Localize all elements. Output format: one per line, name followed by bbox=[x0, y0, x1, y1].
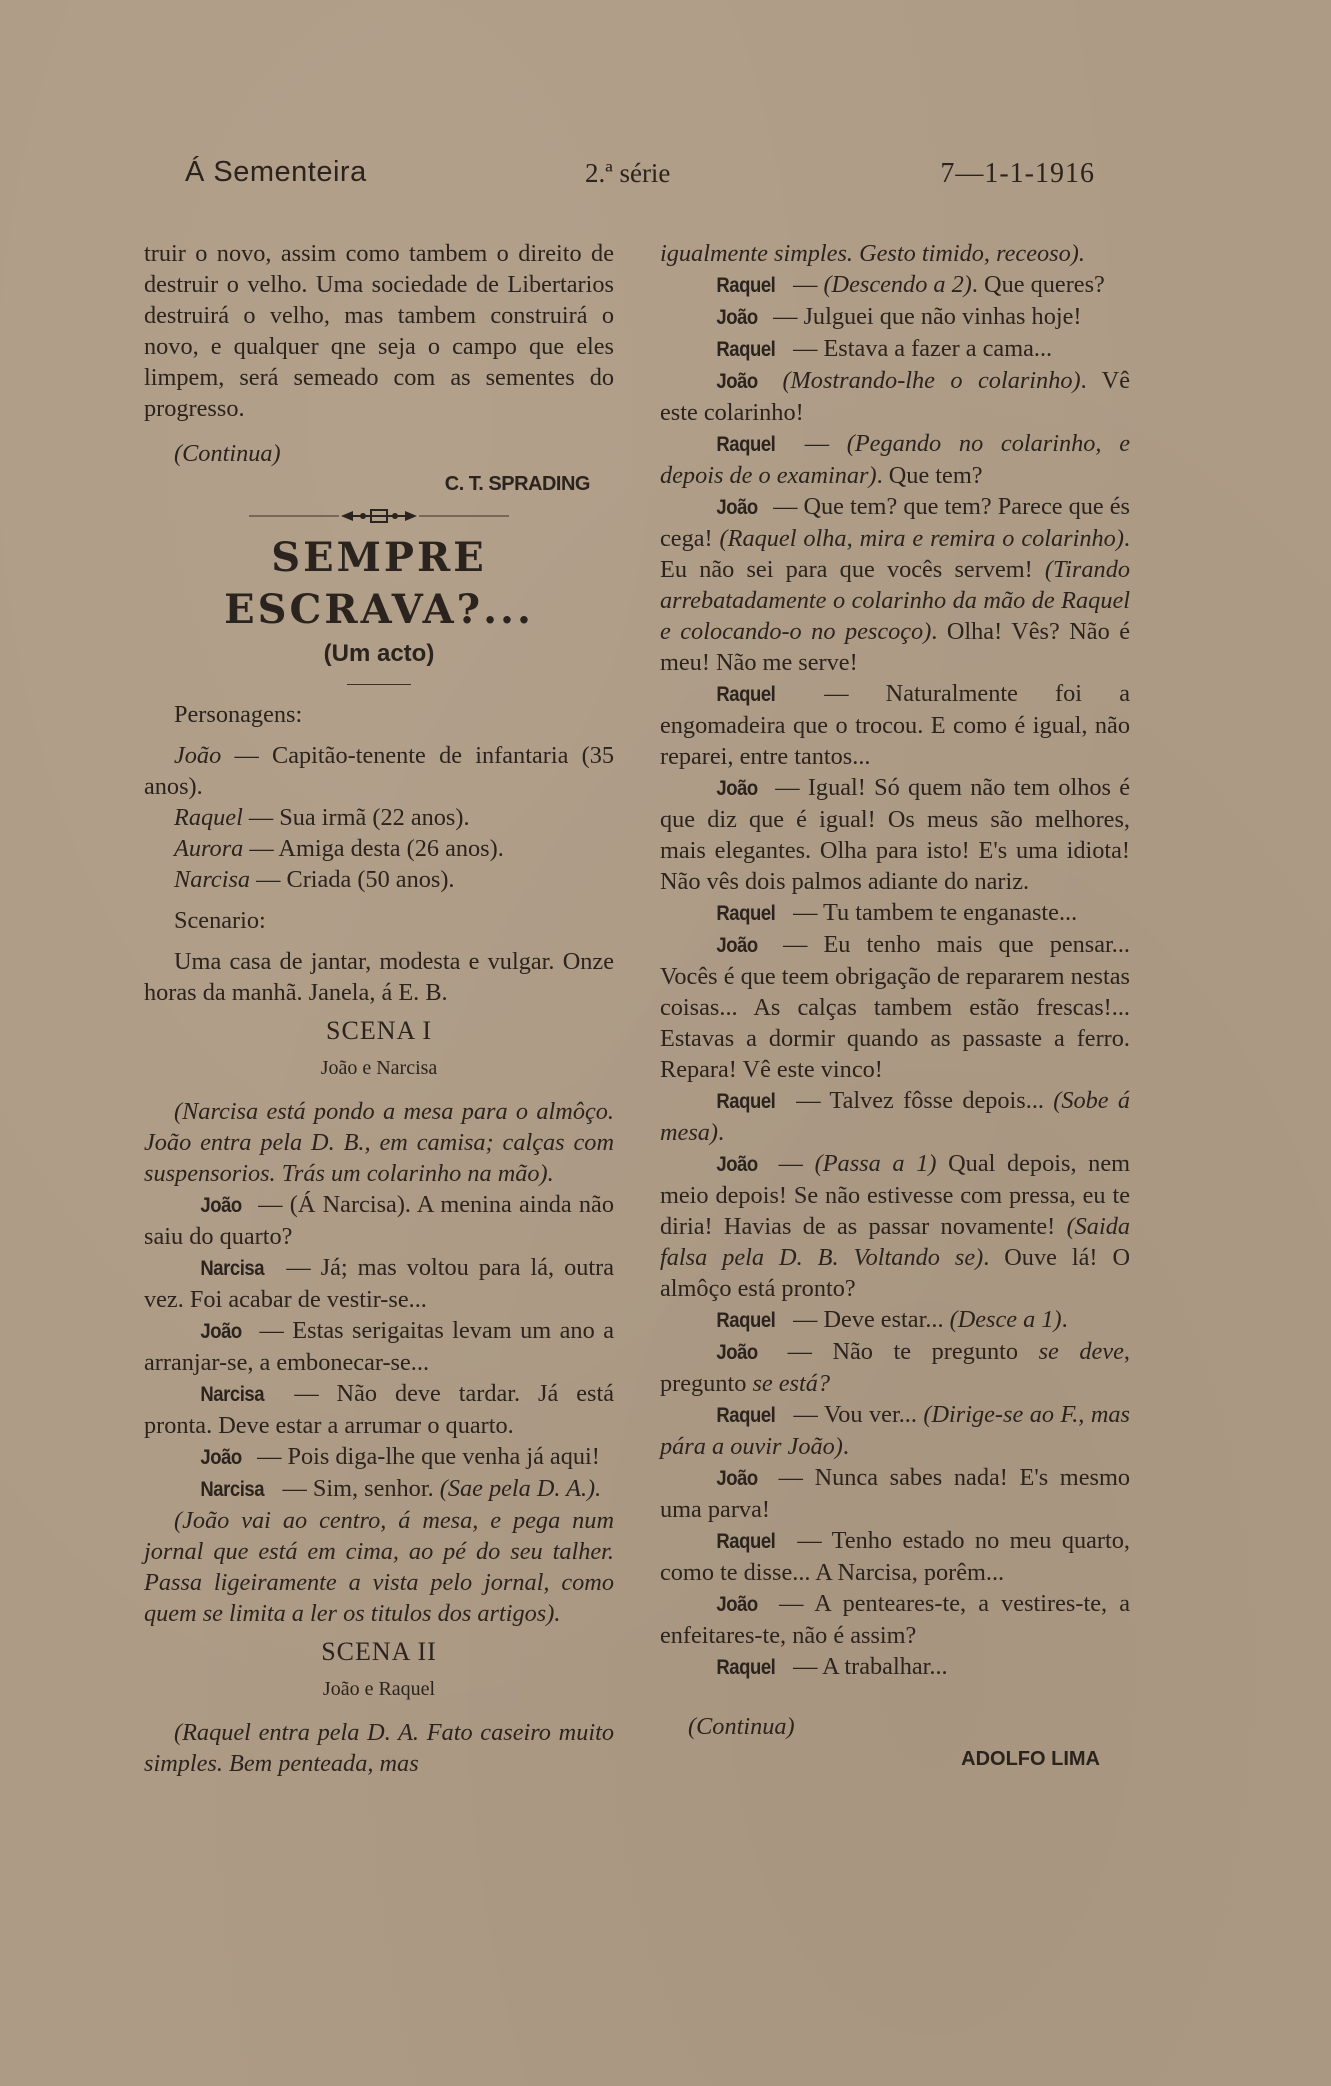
ornament-divider bbox=[144, 508, 614, 524]
dialogue-line: Raquel — (Pegando no colarinho, e depois de o examinar). Que tem? bbox=[660, 430, 1130, 489]
dialogue-line: João — Que tem? que tem? Parece que és cega! (Raquel olha, mira e remira o colarinho). Eu não sei para que vocês servem! (Tirando arrebatadamente o colarinho da mão de Raquel e colocando-o no pescoço). Olha! Vês? Não é meu! Não me serve! bbox=[660, 493, 1130, 676]
dialogue-line: João — Não te pregunto se deve, pregunto se está? bbox=[660, 1338, 1130, 1397]
scene-characters: João e Narcisa bbox=[320, 1057, 438, 1079]
stage-direction: (Narcisa está pondo a mesa para o almôço. João entra pela D. B., em camisa; calças com suspensorios. Trás um colarinho na mão). bbox=[144, 1098, 614, 1187]
dialogue-line: João — A penteares-te, a vestires-te, a enfeitares-te, não é assim? bbox=[660, 1590, 1130, 1649]
stage-direction: igualmente simples. Gesto timido, receoso). bbox=[660, 240, 1085, 267]
dialogue-line: João (Mostrando-lhe o colarinho). Vê este colarinho! bbox=[660, 367, 1131, 426]
dialogue-line: João — Eu tenho mais que pensar... Vocês é que teem obrigação de repararem nestas coisas... As calças tambem estão frescas!... Estavas a dormir quando as passaste a ferro. Repara! Vê este vinco! bbox=[660, 931, 1130, 1083]
character-entry: João — Capitão-tenente de infantaria (35 anos). bbox=[144, 742, 614, 800]
dialogue-line: Raquel — Tenho estado no meu quarto, como te disse... A Narcisa, porêm... bbox=[660, 1527, 1130, 1586]
scenario-label: Scenario: bbox=[174, 907, 266, 934]
scenario-text: Uma casa de jantar, modesta e vulgar. Onze horas da manhã. Janela, á E. B. bbox=[144, 948, 614, 1006]
character-entry: Raquel — Sua irmã (22 anos). bbox=[174, 804, 470, 831]
masthead bbox=[185, 156, 1095, 196]
scene-heading: SCENA I bbox=[326, 1016, 432, 1045]
dialogue-line: João — Pois diga-lhe que venha já aqui! bbox=[200, 1443, 600, 1470]
issue-date: 7—1-1-1916 bbox=[940, 158, 1095, 189]
dialogue-line: Raquel — A trabalhar... bbox=[716, 1653, 948, 1680]
dialogue-line: Narcisa — Não deve tardar. Já está pronta. Deve estar a arrumar o quarto. bbox=[144, 1380, 614, 1439]
scene-heading: SCENA II bbox=[321, 1637, 437, 1666]
dialogue-line: Raquel — Estava a fazer a cama... bbox=[716, 335, 1053, 362]
character-entry: Aurora — Amiga desta (26 anos). bbox=[174, 835, 504, 862]
dialogue-line: João — Estas serigaitas levam um ano a arranjar-se, a embonecar-se... bbox=[144, 1317, 614, 1376]
stage-direction: (João vai ao centro, á mesa, e pega num jornal que está em cima, ao pé do seu talher. Passa ligeiramente a vista pelo jornal, como quem se limita a ler os titulos dos artigos). bbox=[144, 1507, 614, 1627]
play-subtitle: (Um acto) bbox=[323, 640, 435, 667]
short-rule bbox=[347, 684, 411, 685]
continua-note: (Continua) bbox=[688, 1713, 795, 1740]
dialogue-line: João — (Passa a 1) Qual depois, nem meio depois! Se não estivesse com pressa, eu te diria! Havias de as passar novamente! (Saida falsa pela D. B. Voltando se). Ouve lá! O almôço está pronto? bbox=[660, 1150, 1130, 1302]
dialogue-line: Raquel — Tu tambem te enganaste... bbox=[716, 899, 1078, 926]
article-author: C. T. SPRADING bbox=[444, 473, 590, 495]
dialogue-line: Narcisa — Já; mas voltou para lá, outra vez. Foi acabar de vestir-se... bbox=[144, 1254, 614, 1313]
left-column bbox=[144, 238, 614, 1779]
personagens-label: Personagens: bbox=[174, 701, 303, 728]
series-number: 2.ª série bbox=[585, 158, 671, 188]
scene-characters: João e Raquel bbox=[322, 1678, 436, 1700]
newspaper-title: Á Sementeira bbox=[185, 156, 367, 188]
continua-note: (Continua) bbox=[174, 440, 281, 467]
stage-direction: (Raquel entra pela D. A. Fato caseiro muito simples. Bem penteada, mas bbox=[144, 1719, 614, 1777]
dialogue-line: João — Julguei que não vinhas hoje! bbox=[716, 303, 1082, 330]
dialogue-line: Raquel — Deve estar... (Desce a 1). bbox=[716, 1306, 1068, 1333]
dialogue-line: João — Nunca sabes nada! E's mesmo uma parva! bbox=[660, 1464, 1130, 1523]
right-column bbox=[660, 238, 1130, 1775]
dialogue-line: Raquel — Talvez fôsse depois... (Sobe á mesa). bbox=[660, 1087, 1130, 1146]
dialogue-line: Raquel — Vou ver... (Dirige-se ao F., mas pára a ouvir João). bbox=[660, 1401, 1130, 1460]
dialogue-line: Narcisa — Sim, senhor. (Sae pela D. A.). bbox=[200, 1475, 602, 1502]
play-title: SEMPRE ESCRAVA?... bbox=[224, 534, 534, 633]
character-entry: Narcisa — Criada (50 anos). bbox=[174, 866, 455, 893]
dialogue-line: Raquel — Naturalmente foi a engomadeira que o trocou. E como é igual, não reparei, entre tantos... bbox=[660, 680, 1130, 770]
dialogue-line: João — (Á Narcisa). A menina ainda não saiu do quarto? bbox=[144, 1191, 614, 1250]
dialogue-line: João — Igual! Só quem não tem olhos é que diz que é igual! Os meus são melhores, mais elegantes. Olha para isto! E's uma idiota! Não vês dois palmos adiante do nariz. bbox=[660, 774, 1130, 895]
article-ending-paragraph: truir o novo, assim como tambem o direito de destruir o velho. Uma sociedade de Libertarios destruirá o velho, mas tambem construirá o novo, e qualquer qne seja o campo que eles limpem, será semeado com as sementes do progresso. bbox=[144, 240, 614, 422]
dialogue-line: Raquel — (Descendo a 2). Que queres? bbox=[716, 271, 1105, 298]
article-author: ADOLFO LIMA bbox=[961, 1748, 1100, 1770]
